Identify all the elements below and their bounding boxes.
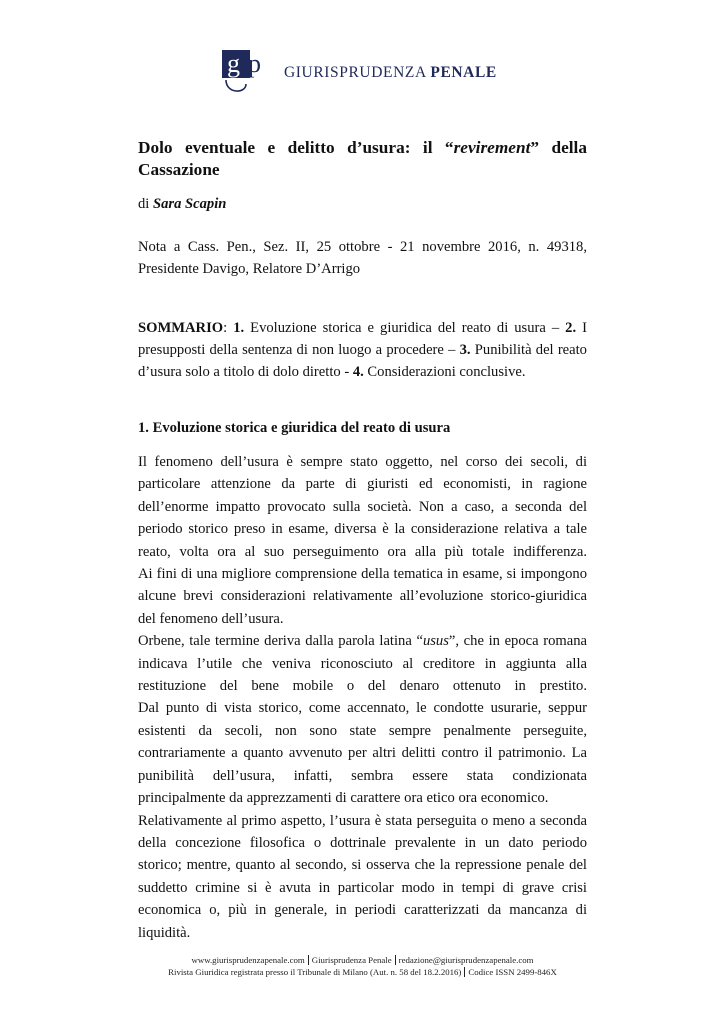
svg-text:p: p (248, 50, 261, 78)
body-line-usus (138, 630, 587, 652)
body-line: particolare attenzione da parte di giuristi ed economisti, in ragione (138, 476, 587, 493)
summary-line-3 (138, 361, 587, 383)
body-line: restituzione del bene mobile o del denaro ottenuto in prestito. (138, 678, 587, 695)
summary-colon: : (223, 320, 234, 336)
body-line: Ai fini di una migliore comprensione della tematica in esame, si impongono (138, 566, 587, 583)
section-body (138, 451, 587, 944)
summary-block (138, 317, 587, 383)
summary-num-1: 1. (233, 320, 245, 336)
body-line: Il fenomeno dell’usura è sempre stato oggetto, nel corso dei secoli, di (138, 454, 587, 470)
journal-name (284, 64, 497, 82)
body-line: indicava l’utile che veniva riconosciuto al creditore in aggiunta alla (138, 655, 587, 672)
note-line-2: Presidente Davigo, Relatore D’Arrigo (138, 261, 361, 277)
body-line: esistenti da secoli, non sono state sempre penalmente perseguite, (138, 722, 587, 739)
footer-registration: Rivista Giuridica registrata presso il Tribunale di Milano (Aut. n. 58 del 18.2.2016) (168, 967, 462, 977)
summary-text-4: Considerazioni conclusive. (363, 364, 526, 380)
body-line: reato, volta ora al suo perseguimento ora alla più totale indifferenza. (138, 543, 587, 560)
title-text-a: Dolo eventuale e delitto d’usura: il “ (138, 138, 454, 157)
body-line: Dal punto di vista storico, come accennato, le condotte usurarie, seppur (138, 700, 587, 717)
journal-name-bold: PENALE (430, 64, 497, 81)
body-line: Relativamente al primo aspetto, l’usura è stata perseguita o meno a seconda (138, 812, 587, 829)
summary-line-2 (138, 339, 587, 361)
summary-label: SOMMARIO (138, 320, 224, 336)
body-line: contrariamente a quanto avvenuto per altri delitti contro il patrimonio. La (138, 745, 587, 762)
body-line: alcune brevi considerazioni relativamente all’evoluzione storico-giuridica (138, 588, 587, 605)
footer-email-link[interactable]: redazione@giurisprudenzapenale.com (398, 955, 534, 965)
title-text-b: ” della (530, 138, 587, 157)
journal-name-light: GIURISPRUDENZA (284, 64, 426, 81)
body-line: della concezione filosofica o dottrinale prevalente in un dato periodo (138, 834, 587, 851)
summary-text-3: Punibilità del reato (470, 342, 587, 358)
body-line: suddetto crimine si è avuta in particolar modo in tempi di grave crisi (138, 879, 587, 896)
usus-text-b: ”, che in epoca romana (448, 633, 588, 650)
body-line: dell’enorme impatto provocato sulla società. Non a caso, a seconda del (138, 498, 587, 515)
body-line: periodo storico preso in esame, diversa è la considerazione relativa a tale (138, 521, 587, 538)
case-note (138, 236, 587, 280)
body-line: principalmente da apprezzamenti di carattere ora etico ora economico. (138, 790, 549, 807)
body-line: punibilità dell’usura, infatti, sembra essere stata condizionata (138, 767, 587, 784)
section-heading: 1. Evoluzione storica e giuridica del reato di usura (138, 420, 451, 436)
footer-separator (395, 955, 396, 965)
gp-logo-icon (222, 50, 274, 97)
summary-text-2b: presupposti della sentenza di non luogo a procedere – (138, 342, 460, 358)
note-line-1: Nota a Cass. Pen., Sez. II, 25 ottobre - 21 novembre 2016, n. 49318, (138, 239, 587, 255)
author-name: Sara Scapin (153, 196, 227, 212)
body-line: economica o, più in generale, in periodi caratterizzati da mancanza di (138, 902, 587, 919)
title-italic-word: revirement (453, 138, 531, 157)
footer-line-1 (0, 954, 725, 966)
article-title (138, 137, 587, 181)
summary-num-3: 3. (459, 342, 471, 358)
usus-word: usus (422, 633, 449, 650)
body-line: storico; mentre, quanto al secondo, si osserva che la repressione penale del (138, 857, 587, 874)
summary-num-4: 4. (352, 364, 364, 380)
footer-issn: Codice ISSN 2499-846X (468, 967, 557, 977)
body-line: del fenomeno dell’usura. (138, 610, 284, 627)
title-line-1 (138, 137, 587, 159)
footer-journal-name: Giurisprudenza Penale (311, 955, 392, 965)
author-line (138, 196, 226, 213)
body-line: liquidità. (138, 924, 191, 941)
summary-text-3b: d’usura solo a titolo di dolo diretto - (138, 364, 353, 380)
summary-text-2a: I (576, 320, 587, 336)
page-footer (0, 954, 725, 978)
summary-num-2: 2. (565, 320, 577, 336)
svg-text:g: g (227, 50, 240, 78)
footer-line-2 (0, 966, 725, 978)
usus-text-a: Orbene, tale termine deriva dalla parola latina “ (138, 633, 423, 650)
footer-site-link[interactable]: www.giurisprudenzapenale.com (191, 955, 305, 965)
summary-line-1 (138, 317, 587, 339)
summary-text-1: Evoluzione storica e giuridica del reato di usura – (244, 320, 566, 336)
author-prefix: di (138, 196, 153, 212)
footer-separator (308, 955, 309, 965)
title-line-2: Cassazione (138, 160, 220, 179)
journal-logo (222, 50, 502, 98)
footer-separator (464, 967, 465, 977)
